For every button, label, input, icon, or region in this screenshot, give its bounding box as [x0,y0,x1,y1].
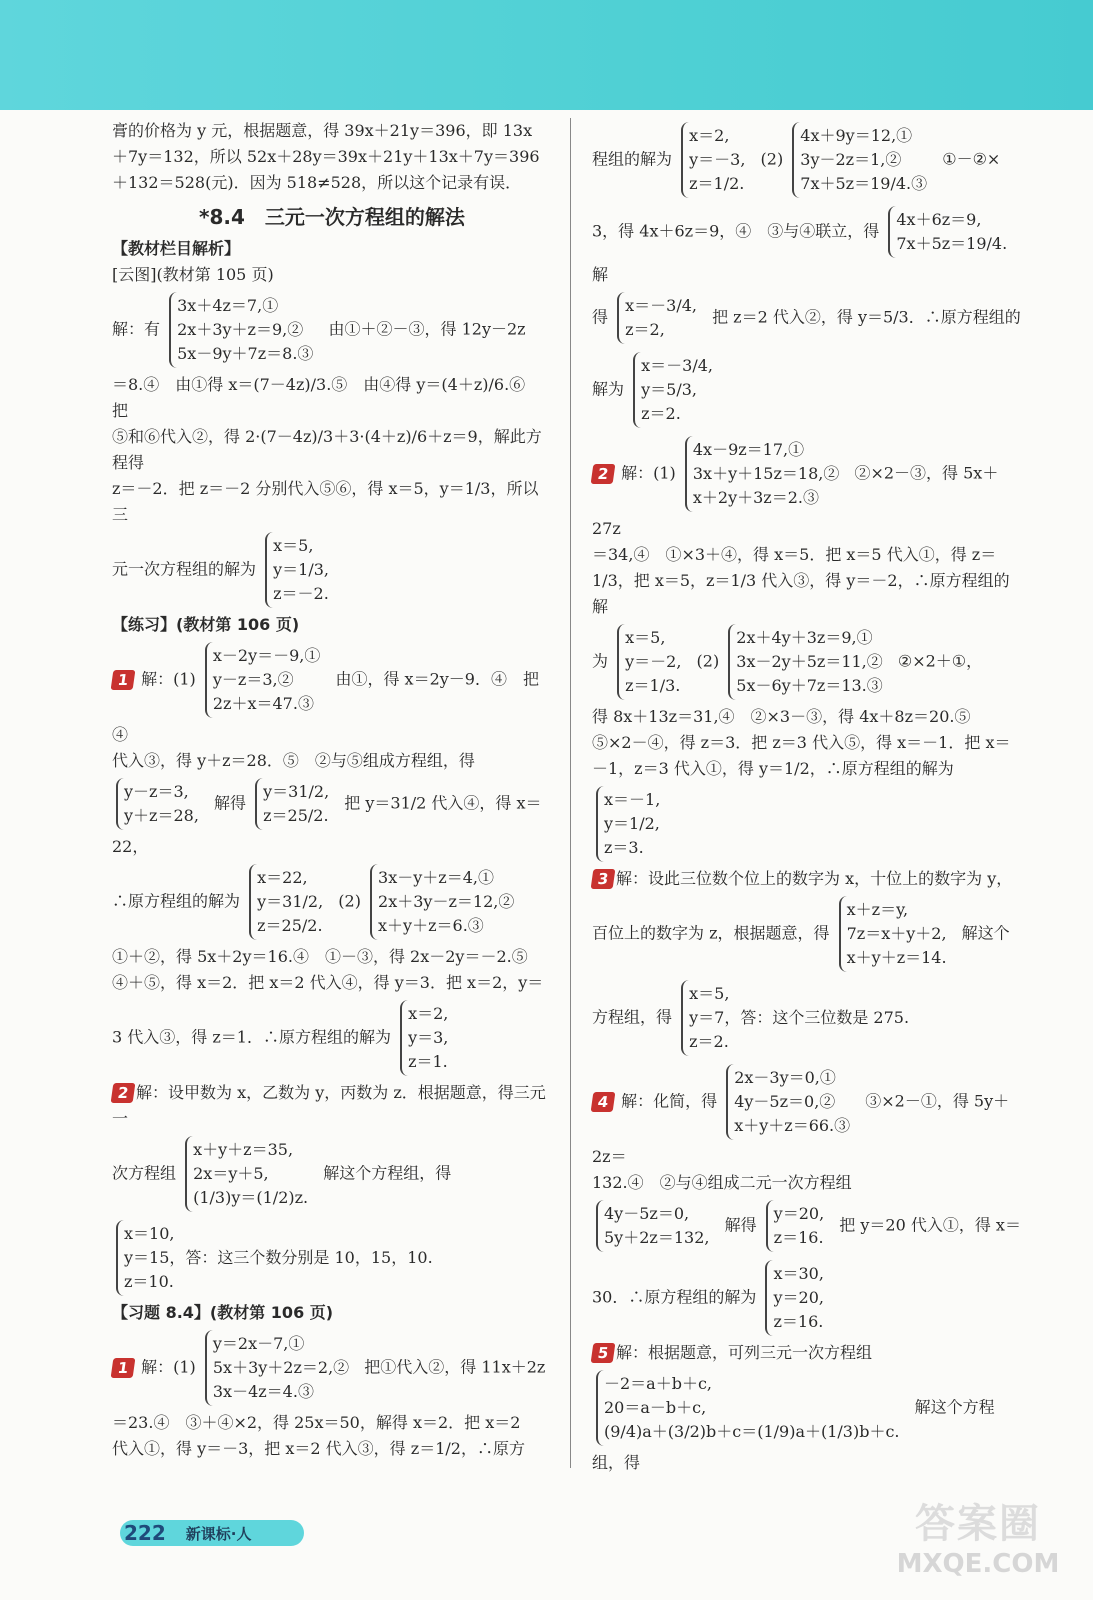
question-number-badge: 5 [591,1343,616,1363]
r4-line-1: 132.④ ②与④组成二元一次方程组 [592,1173,852,1192]
intro-line-2: ＋7y＝132，所以 52x＋28y＝39x＋21y＋13x＋7y＝396 [112,147,540,166]
watermark-logo [873,1480,1083,1590]
question-number-badge: 1 [111,670,136,690]
solution-system: x＝5, y＝7，答：这个三位数是 275. z＝2. [681,980,915,1056]
solution-system: x＝－3/4, y＝5/3, z＝2. [633,352,719,428]
equation-system: 4x＋6z＝9, 7x＋5z＝19/4. [888,206,1013,258]
solution-system: y＝20, z＝16. [766,1200,831,1252]
solution-system: x＝22, y＝31/2, z＝25/2. [249,864,329,940]
page-footer-badge [120,1520,304,1546]
r4-answer-line: 30．∴原方程组的解为 x＝30, y＝20, z＝16. [592,1256,1022,1340]
q2-answer-line [112,1216,552,1300]
r3-line-1: 3 解：设此三位数个位上的数字为 x，十位上的数字为 y， [592,866,1022,892]
yuntu-heading: [云图](教材第 105 页) [112,265,274,284]
equation-system: 4x－9z＝17,① 3x＋y＋15z＝18,② x＋2y＋3z＝2.③ [685,436,845,512]
yuntu-line-3: z＝－2．把 z＝－2 分别代入⑤⑥，得 x＝5，y＝1/3，所以三 [112,479,539,524]
r2-answer-line: 为 x＝5, y＝－2, z＝1/3. (2) 2x＋4y＋3z＝9,① 3x－2y＋5z＝11,② 5x－6y＋7z＝13.③ ②×2＋①， [592,620,1022,704]
equation-system: 3x－y＋z＝4,① 2x＋3y－z＝12,② x＋y＋z＝6.③ [370,864,520,940]
solution-system: x＝－1, y＝1/2, z＝3. [596,786,666,862]
r-answer-2: 解为 x＝－3/4, y＝5/3, z＝2. [592,348,1022,432]
solution-system: x＝5, y＝1/3, z＝－2. [265,532,335,608]
xiti-heading: 【习题 8.4】(教材第 106 页) [112,1303,334,1322]
solution-system: y＝31/2, z＝25/2. [255,778,335,830]
q1-system-line: 1 解：(1) x－2y＝－9,① y－z＝3,② 2z＋x＝47.③ 由①，得 x＝2y－9．④ 把④ [112,638,552,748]
yuntu-line-1: ＝8.④ 由①得 x＝(7－4z)/3.⑤ 由④得 y＝(4＋z)/6.⑥ 把 [112,375,542,420]
equation-system: y－z＝3, y＋z＝28, [116,778,205,830]
q2-system-line: 次方程组 x＋y＋z＝35, 2x＝y＋5, (1/3)y＝(1/2)z. 解这个方程组，得 [112,1132,552,1216]
r2b-line-3: －1，z＝3 代入①，得 y＝1/2，∴原方程组的解为 [592,759,954,778]
watermark-logo-text: 答案圈 [915,1500,1041,1547]
solution-system: x＝10, y＝15，答：这三个数分别是 10，15，10. z＝10. [116,1220,439,1296]
section-title: *8.4 三元一次方程组的解法 [199,205,465,229]
r4-subsystem-line: 4y－5z＝0, 5y＋2z＝132, 解得 y＝20, z＝16. 把 y＝20 代入①，得 x＝ [592,1196,1022,1256]
equation-system: 4y－5z＝0, 5y＋2z＝132, [596,1200,715,1252]
yuntu-system-line: 解：有 3x＋4z＝7,① 2x＋3y＋z＝9,② 5x－9y＋7z＝8.③ 由①＋②－③，得 12y－2z [112,288,552,372]
equation-system: x＋y＋z＝35, 2x＝y＋5, (1/3)y＝(1/2)z. [185,1136,314,1212]
equation-system: x＋z＝y, 7z＝x＋y＋2, x＋y＋z＝14. [839,896,953,972]
r-line-1: 3，得 4x＋6z＝9，④ ③与④联立，得 4x＋6z＝9, 7x＋5z＝19/4. 解 [592,202,1022,288]
question-number-badge: 1 [111,1358,136,1378]
r5-line-1: 5 解：根据题意，可列三元一次方程组 [592,1340,1022,1366]
r5-system-line: －2＝a＋b＋c, 20＝a－b＋c, (9/4)a＋(3/2)b＋c＝(1/9)a＋(1/3)b＋c. 解这个方程组，得 [592,1366,1022,1476]
q1-line-1: 代入③，得 y＋z＝28．⑤ ②与⑤组成方程组，得 [112,751,475,770]
r2-line-2: 1/3，把 x＝5，z＝1/3 代入③，得 y＝－2，∴原方程组的解 [592,571,1010,616]
x1-system-line: 1 解：(1) y＝2x－7,① 5x＋3y＋2z＝2,② 3x－4z＝4.③ 把①代入②，得 11x＋2z [112,1326,552,1410]
r2b-line-2: ⑤×2－④，得 z＝3．把 z＝3 代入⑤，得 x＝－1．把 x＝ [592,733,1011,752]
r-answer-line: 程组的解为 x＝2, y＝－3, z＝1/2. (2) 4x＋9y＝12,① 3y－2z＝1,② 7x＋5z＝19/4.③ ①－②× [592,118,1022,202]
question-number-badge: 2 [111,1083,136,1103]
r4-system-line: 4 解：化简，得 2x－3y＝0,① 4y－5z＝0,② x＋y＋z＝66.③ ③×2－①，得 5y＋2z＝ [592,1060,1022,1170]
question-number-badge: 2 [591,464,616,484]
solution-system: x＝5, y＝－2, z＝1/3. [617,624,687,700]
left-column [112,118,552,1462]
q1b-line-2: ④＋⑤，得 x＝2．把 x＝2 代入④，得 y＝3．把 x＝2，y＝ [112,973,544,992]
solution-system: x＝2, y＝－3, z＝1/2. [681,122,751,198]
right-column [592,118,1022,1476]
q1-subsystem-line: y－z＝3, y＋z＝28, 解得 y＝31/2, z＝25/2. 把 y＝31/2 代入④，得 x＝22， [112,774,552,860]
x1-line-1: ＝23.④ ③＋④×2，得 25x＝50，解得 x＝2．把 x＝2 [112,1413,521,1432]
question-number-badge: 4 [591,1092,616,1112]
equation-system: 2x－3y＝0,① 4y－5z＝0,② x＋y＋z＝66.③ [726,1064,856,1140]
watermark-site-text: MXQE.COM [896,1548,1060,1579]
q1b-line-1: ①＋②，得 5x＋2y＝16.④ ①－③，得 2x－2y＝－2.⑤ [112,947,528,966]
r-line-2: 得 x＝－3/4, z＝2, 把 z＝2 代入②，得 y＝5/3．∴原方程组的 [592,288,1022,348]
equation-system: －2＝a＋b＋c, 20＝a－b＋c, (9/4)a＋(3/2)b＋c＝(1/9)a＋(1/3)b＋c. [596,1370,906,1446]
r2b-answer [592,782,1022,866]
question-number-badge: 3 [591,869,616,889]
lianxi-heading: 【练习】(教材第 106 页) [112,615,300,634]
edition-label: 新课标·人 [185,1524,252,1543]
q2-line-1: 2 解：设甲数为 x，乙数为 y，丙数为 z．根据题意，得三元一 [112,1083,546,1128]
equation-system: 3x＋4z＝7,① 2x＋3y＋z＝9,② 5x－9y＋7z＝8.③ [169,292,319,368]
equation-system: y＝2x－7,① 5x＋3y＋2z＝2,② 3x－4z＝4.③ [205,1330,355,1406]
yuntu-line-2: ⑤和⑥代入②，得 2·(7－4z)/3＋3·(4＋z)/6＋z＝9，解此方程得 [112,427,542,472]
equation-system: 4x＋9y＝12,① 3y－2z＝1,② 7x＋5z＝19/4.③ [792,122,933,198]
jiaocai-heading: 【教材栏目解析】 [112,239,241,258]
solution-system: x＝－3/4, z＝2, [617,292,703,344]
r3-answer-line: 方程组，得 x＝5, y＝7，答：这个三位数是 275. z＝2. [592,976,1022,1060]
r2-line-1: ＝34,④ ①×3＋④，得 x＝5．把 x＝5 代入①，得 z＝ [592,545,997,564]
equation-system: x－2y＝－9,① y－z＝3,② 2z＋x＝47.③ [205,642,327,718]
column-divider [570,118,571,1468]
solution-system: x＝2, y＝3, z＝1. [400,1000,454,1076]
r2b-line-1: 得 8x＋13z＝31,④ ②×3－③，得 4x＋8z＝20.⑤ [592,707,971,726]
q1-answer-line: ∴原方程组的解为 x＝22, y＝31/2, z＝25/2. (2) 3x－y＋z＝4,① 2x＋3y－z＝12,② x＋y＋z＝6.③ [112,860,552,944]
page-number: 222 [124,1521,166,1545]
solution-system: x＝30, y＝20, z＝16. [765,1260,830,1336]
q1b-answer-line: 3 代入③，得 z＝1．∴原方程组的解为 x＝2, y＝3, z＝1. [112,996,552,1080]
header-band [0,0,1093,110]
r2-system-line: 2 解：(1) 4x－9z＝17,① 3x＋y＋15z＝18,② x＋2y＋3z＝2.③ ②×2－③，得 5x＋27z [592,432,1022,542]
x1-line-2: 代入①，得 y＝－3，把 x＝2 代入③，得 z＝1/2，∴原方 [112,1439,525,1458]
yuntu-answer: 元一次方程组的解为 x＝5, y＝1/3, z＝－2. [112,528,552,612]
intro-line-3: ＋132＝528(元)．因为 518≠528，所以这个记录有误． [112,173,522,192]
equation-system: 2x＋4y＋3z＝9,① 3x－2y＋5z＝11,② 5x－6y＋7z＝13.③ [728,624,888,700]
intro-line-1: 膏的价格为 y 元，根据题意，得 39x＋21y＝396，即 13x [112,121,533,140]
r3-system-line: 百位上的数字为 z，根据题意，得 x＋z＝y, 7z＝x＋y＋2, x＋y＋z＝14. 解这个 [592,892,1022,976]
